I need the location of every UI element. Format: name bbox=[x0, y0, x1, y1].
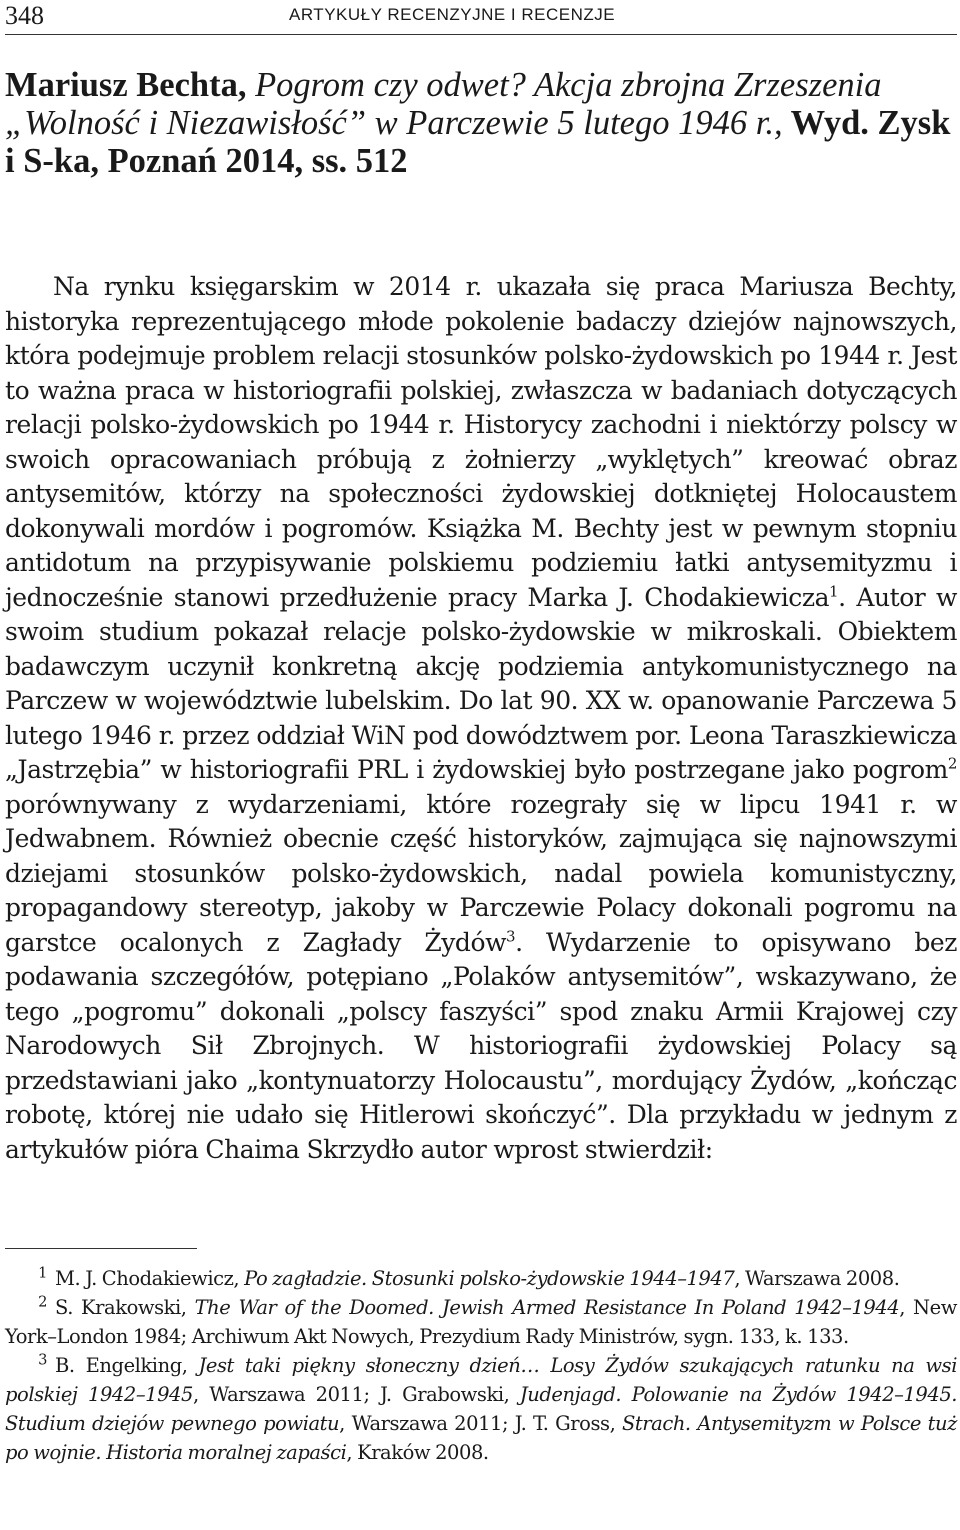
footnote-title: The War of the Doomed. Jewish Armed Resistance In Poland 1942–1944 bbox=[194, 1296, 900, 1319]
footnote-title: Strach. Antysemityzm w Polsce tuż po wojnie. Historia moralnej zapaści bbox=[5, 1412, 957, 1464]
review-title bbox=[5, 66, 957, 180]
footnote-2 bbox=[5, 1293, 957, 1351]
footnote-text: , Warszawa 2011; J. T. Gross, bbox=[339, 1412, 622, 1435]
footnote-1 bbox=[5, 1264, 957, 1293]
footnote-text: , Warszawa 2011; J. Grabowski, bbox=[192, 1383, 520, 1406]
footnote-text: , Kraków 2008. bbox=[346, 1441, 489, 1464]
review-body bbox=[5, 270, 957, 1167]
footnote-title: Po zagładzie. Stosunki polsko-żydowskie 1944–1947 bbox=[244, 1267, 735, 1290]
document-page bbox=[5, 0, 957, 1530]
footnotes bbox=[5, 1264, 957, 1467]
footnote-ref-3[interactable]: 3 bbox=[506, 927, 516, 946]
body-text-4: . Wydarzenie to opisywano bez podawania szczegółów, potępiano „Polaków antysemitów”, wskazywano, że tego „pogromu” dokonali „polscy faszyści” spod znaku Armii Krajowej czy Narodowych Sił Zbrojnych. W historiografii żydowskiej Polacy są przedstawiani jako „kontynuatorzy Holocaustu”, mordujący Żydów, „kończąc robotę, której nie udało się Hitlerowi skończyć”. Dla przykładu w jednym z artykułów pióra Chaima Skrzydło autor wprost stwierdził: bbox=[5, 927, 957, 1164]
footnote-3 bbox=[5, 1351, 957, 1467]
footnote-text: , Warszawa 2008. bbox=[734, 1267, 900, 1290]
footnote-divider bbox=[5, 1248, 197, 1249]
review-author: Mariusz Bechta, bbox=[5, 66, 247, 104]
book-publisher: Wyd. Zysk i S-ka, Poznań 2014, ss. 512 bbox=[5, 104, 951, 180]
footnote-number: 3 bbox=[38, 1351, 47, 1369]
footnote-title: Judenjagd. Polowanie na Żydów 1942–1945. Studium dziejów pewnego powiatu bbox=[5, 1383, 958, 1435]
footnote-number: 1 bbox=[38, 1264, 47, 1282]
footnote-ref-1[interactable]: 1 bbox=[829, 582, 839, 601]
body-text-3: porównywany z wydarzeniami, które rozegrały się w lipcu 1941 r. w Jedwabnem. Również obecnie część historyków, zajmująca się najnowszymi dziejami stosunków polsko-żydowskich, nadal powiela komunistyczny, propagandowy stereotyp, jakoby w Parczewie Polacy dokonali pogromu na garstce ocalonych z Zagłady Żydów bbox=[5, 789, 957, 957]
running-head: ARTYKUŁY RECENZYJNE I RECENZJE bbox=[289, 5, 616, 24]
body-text-1: Na rynku księgarskim w 2014 r. ukazała się praca Mariusza Bechty, historyka reprezentującego młode pokolenie badaczy dziejów najnowszych, która podejmuje problem relacji stosunków polsko-żydowskich po 1944 r. Jest to ważna praca w historiografii polskiej, zwłaszcza w badaniach dotyczących relacji polsko-żydowskich po 1944 r. Historycy zachodni i niektórzy polscy w swoich opracowaniach próbują z żołnierzy „wyklętych” kreować obraz antysemitów, którzy na społeczności żydowskiej dotkniętej Holocaustem dokonywali mordów i pogromów. Książka M. Bechty jest w pewnym stopniu antidotum na przypisywanie polskiemu podziemiu łatki antysemityzmu i jednocześnie stanowi przedłużenie pracy Marka J. Chodakiewicza bbox=[5, 272, 957, 612]
footnote-title: Jest taki piękny słoneczny dzień… Losy Żydów szukających ratunku na wsi polskiej 1942–1945 bbox=[5, 1354, 958, 1406]
body-text-2: . Autor w swoim studium pokazał relacje polsko-żydowskie w mikroskali. Obiektem badawczym uczynił konkretną akcję podziemia antykomunistycznego na Parczew w województwie lubelskim. Do lat 90. XX w. opanowanie Parczewa 5 lutego 1946 r. przez oddział WiN pod dowództwem por. Leona Taraszkiewicza „Jastrzębia” w historiografii PRL i żydowskiej było postrzegane jako pogrom bbox=[5, 582, 957, 784]
footnote-text: M. J. Chodakiewicz, bbox=[55, 1267, 245, 1290]
book-title: Pogrom czy odwet? Akcja zbrojna Zrzeszenia „Wolność i Niezawisłość” w Parczewie 5 lutego 1946 r., bbox=[5, 66, 882, 142]
footnote-text: B. Engelking, bbox=[55, 1354, 199, 1377]
page-number: 348 bbox=[5, 1, 44, 30]
footnote-text: S. Krakowski, bbox=[55, 1296, 195, 1319]
footnote-text: , New York–London 1984; Archiwum Akt Nowych, Prezydium Rady Ministrów, sygn. 133, k. 133. bbox=[5, 1296, 957, 1348]
footnote-number: 2 bbox=[38, 1293, 47, 1311]
page-header bbox=[5, 0, 957, 35]
footnote-ref-2[interactable]: 2 bbox=[947, 754, 957, 773]
